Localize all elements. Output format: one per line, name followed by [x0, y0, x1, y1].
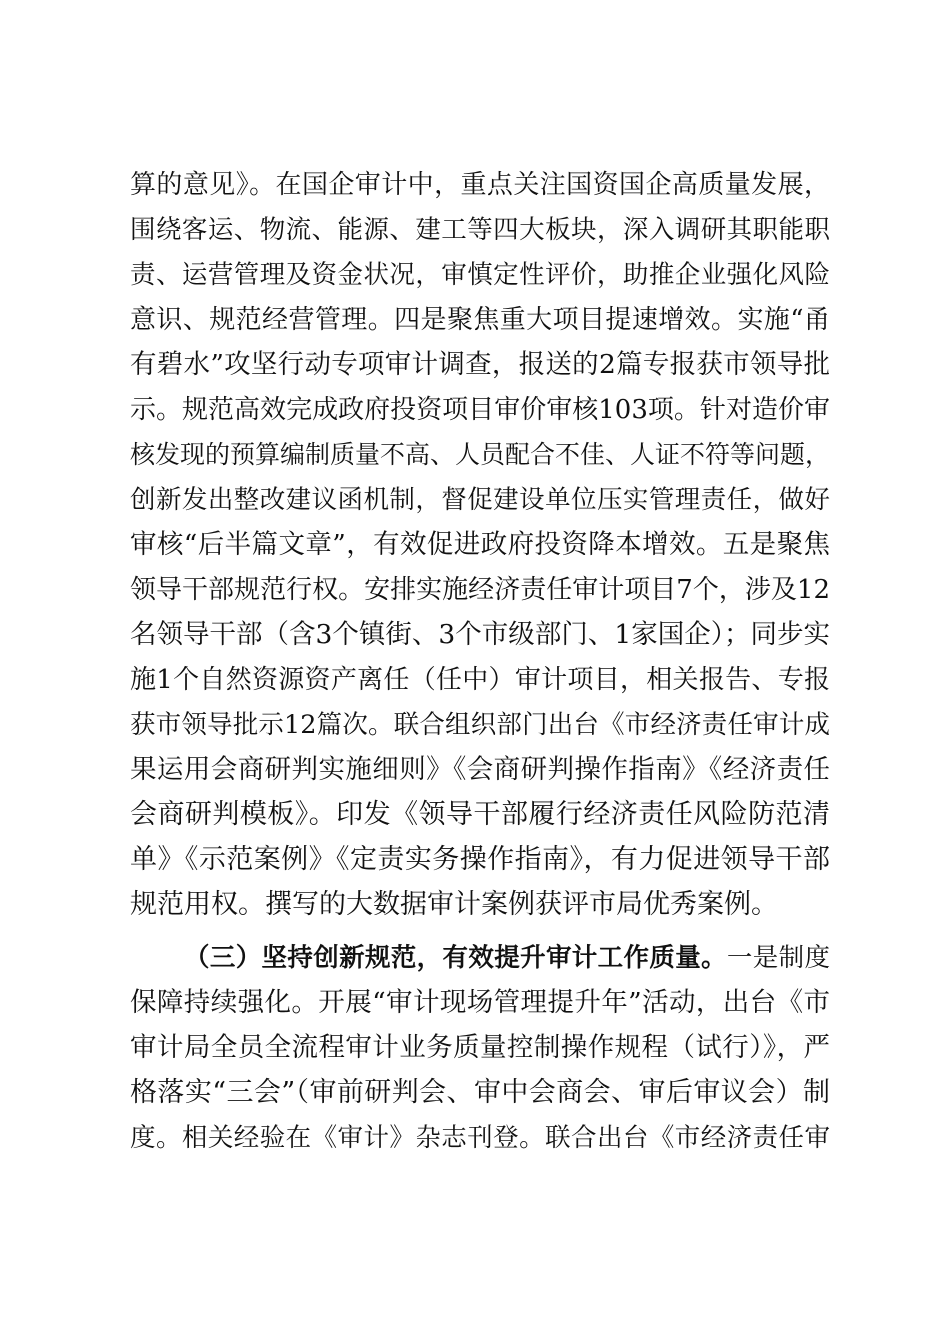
- paragraph-line: 名领导干部（含3个镇街、3个市级部门、1家国企）；同步实: [130, 619, 830, 650]
- section-heading: （三）坚持创新规范，有效提升审计工作质量。: [184, 943, 727, 973]
- paragraph-line: 格落实“三会”（审前研判会、审中会商会、审后审议会）制: [130, 1077, 830, 1108]
- paragraph-line: 会商研判模板》。印发《领导干部履行经济责任风险防范清: [130, 799, 830, 830]
- paragraph-line: 获市领导批示12篇次。联合组织部门出台《市经济责任审计成: [130, 710, 830, 740]
- paragraph-line: 有碧水”攻坚行动专项审计调查，报送的2篇专报获市领导批: [130, 349, 830, 380]
- paragraph-line: 核发现的预算编制质量不高、人员配合不佳、人证不符等问题，: [130, 440, 831, 469]
- section-heading-line: [184, 938, 830, 978]
- heading-continuation: 一是制度: [726, 943, 830, 973]
- paragraph-line: 果运用会商研判实施细则》《会商研判操作指南》《经济责任: [130, 754, 830, 785]
- paragraph-line: 创新发出整改建议函机制，督促建设单位压实管理责任，做好: [130, 485, 830, 515]
- paragraph-line: 责、运营管理及资金状况，审慎定性评价，助推企业强化风险: [130, 260, 830, 290]
- paragraph-line: 保障持续强化。开展“审计现场管理提升年”活动，出台《市: [130, 987, 830, 1018]
- paragraph-line: 单》《示范案例》《定责实务操作指南》，有力促进领导干部: [130, 844, 830, 875]
- paragraph-line: 审核“后半篇文章”，有效促进政府投资降本增效。五是聚焦: [130, 529, 830, 560]
- paragraph-line: 示。规范高效完成政府投资项目审价审核103项。针对造价审: [130, 395, 830, 425]
- paragraph-line: 审计局全员全流程审计业务质量控制操作规程（试行）》，严: [130, 1032, 830, 1063]
- paragraph-line: 意识、规范经营管理。四是聚焦重大项目提速增效。实施“甬: [130, 305, 830, 335]
- paragraph-line: 规范用权。撰写的大数据审计案例获评市局优秀案例。: [130, 889, 778, 920]
- paragraph-line: 度。相关经验在《审计》杂志刊登。联合出台《市经济责任审: [130, 1123, 830, 1153]
- paragraph-line: 围绕客运、物流、能源、建工等四大板块，深入调研其职能职: [130, 215, 830, 245]
- paragraph-line: 施1个自然资源资产离任（任中）审计项目，相关报告、专报: [130, 665, 830, 695]
- paragraph-line: 领导干部规范行权。安排实施经济责任审计项目7个，涉及12: [130, 575, 830, 605]
- paragraph-line: 算的意见》。在国企审计中，重点关注国资国企高质量发展，: [130, 170, 830, 200]
